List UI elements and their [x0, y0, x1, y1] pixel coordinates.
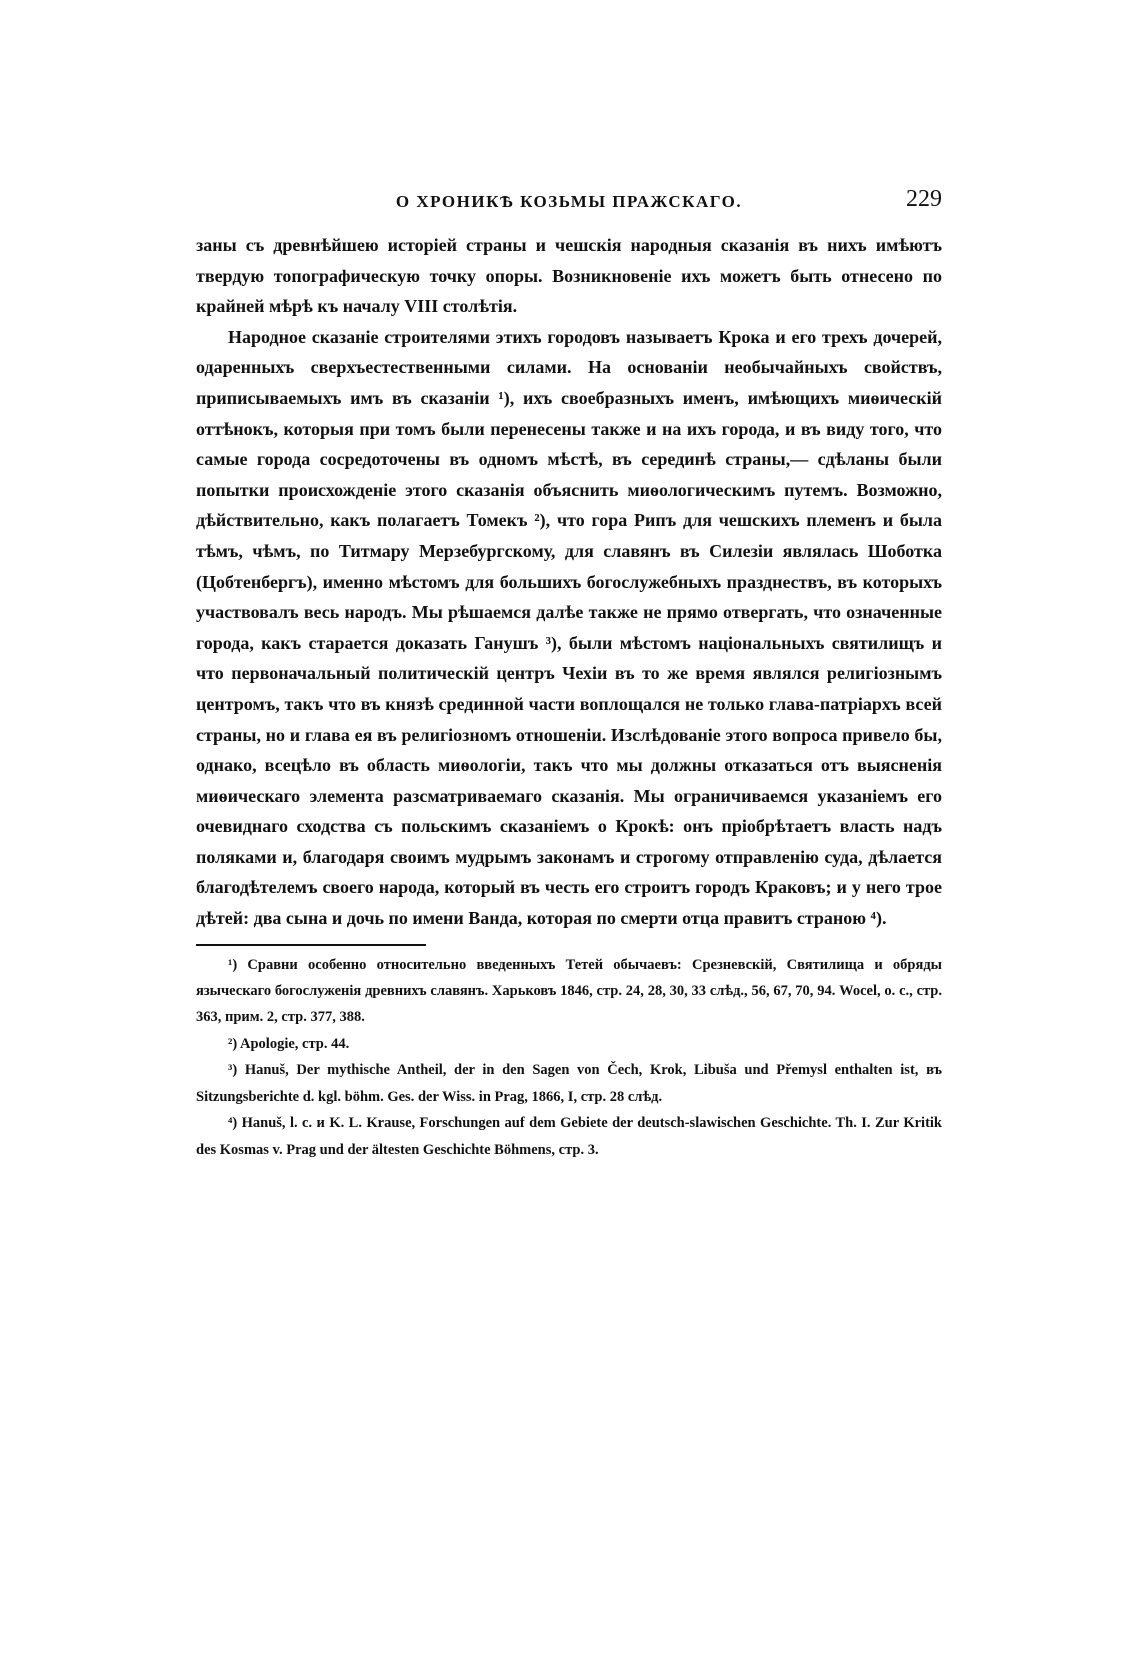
- page-number: 229: [906, 186, 942, 212]
- paragraph-1: заны съ древнѣйшею исторіей страны и чешскія народныя сказанія въ нихъ имѣютъ твердую топографическую точку опоры. Возникновеніе ихъ можетъ быть отнесено по крайней мѣрѣ къ началу VIII столѣтія.: [196, 235, 942, 317]
- footnote-2: ²) Apologie, стр. 44.: [228, 1035, 350, 1052]
- document-page: [196, 188, 942, 1163]
- footnote-1: ¹) Сравни особенно относительно введенныхъ Тетей обычаевъ: Срезневскій, Святилища и обряды языческаго богослуженія древнихъ славянъ. Харьковъ 1846, стр. 24, 28, 30, 33 слѣд., 56, 67, 70, 94. Wocel, o. c., стр. 363, прим. 2, стр. 377, 388.: [196, 956, 942, 1026]
- running-title: О ХРОНИКѢ КОЗЬМЫ ПРАЖСКАГО.: [395, 192, 743, 211]
- footnote-4: ⁴) Hanuš, l. c. и K. L. Krause, Forschungen auf dem Gebiete der deutsch-slawischen Geschichte. Th. I. Zur Kritik des Kosmas v. Prag und der ältesten Geschichte Böhmens, стр. 3.: [196, 1115, 942, 1158]
- paragraph-2: Народное сказаніе строителями этихъ городовъ называетъ Крока и его трехъ дочерей, одаренныхъ сверхъестественными силами. На основаніи необычайныхъ свойствъ, приписываемыхъ имъ въ сказаніи ¹), ихъ своебразныхъ именъ, имѣющихъ миѳическій оттѣнокъ, которыя при томъ были перенесены также и на ихъ города, и въ виду того, что самые города сосредоточены въ одномъ мѣстѣ, въ серединѣ страны,— сдѣланы были попытки происхожденіе этого сказанія объяснить миѳологическимъ путемъ. Возможно, дѣйствительно, какъ полагаетъ Томекъ ²), что гора Рипъ для чешскихъ племенъ и была тѣмъ, чѣмъ, по Титмару Мерзебургскому, для славянъ въ Силезіи являлась Шоботка (Цобтенбергъ), именно мѣстомъ для большихъ богослужебныхъ празднествъ, въ которыхъ участвовалъ весь народъ. Мы рѣшаемся далѣе также не прямо отвергать, что означенные города, какъ старается доказать Ганушъ ³), были мѣстомъ національныхъ святилищъ и что первоначальный политическій центръ Чехіи въ то же время являлся религіознымъ центромъ, такъ что въ князѣ срединной части воплощался не только глава-патріархъ всей страны, но и глава ея въ религіозномъ отношеніи. Изслѣдованіе этого вопроса привело бы, однако, всецѣло въ область миѳологіи, такъ что мы должны отказаться отъ выясненія миѳическаго элемента разсматриваемаго сказанія. Мы ограничиваемся указаніемъ его очевиднаго сходства съ польскимъ сказаніемъ о Крокѣ: онъ пріобрѣтаетъ власть надъ поляками и, благодаря своимъ мудрымъ законамъ и строгому отправленію суда, дѣлается благодѣтелемъ своего народа, который въ честь его строитъ городъ Краковъ; и у него трое дѣтей: два сына и дочь по имени Ванда, которая по смерти отца правитъ страною ⁴).: [196, 326, 942, 929]
- footnote-rule: [196, 944, 426, 946]
- footnote-3: ³) Hanuš, Der mythische Antheil, der in den Sagen von Čech, Krok, Libuša und Přemysl enthalten ist, въ Sitzungsberichte d. kgl. böhm. Ges. der Wiss. in Prag, 1866, I, стр. 28 слѣд.: [196, 1062, 942, 1105]
- footnotes: [196, 952, 942, 1163]
- body-text: [196, 230, 942, 934]
- running-head: [196, 188, 942, 222]
